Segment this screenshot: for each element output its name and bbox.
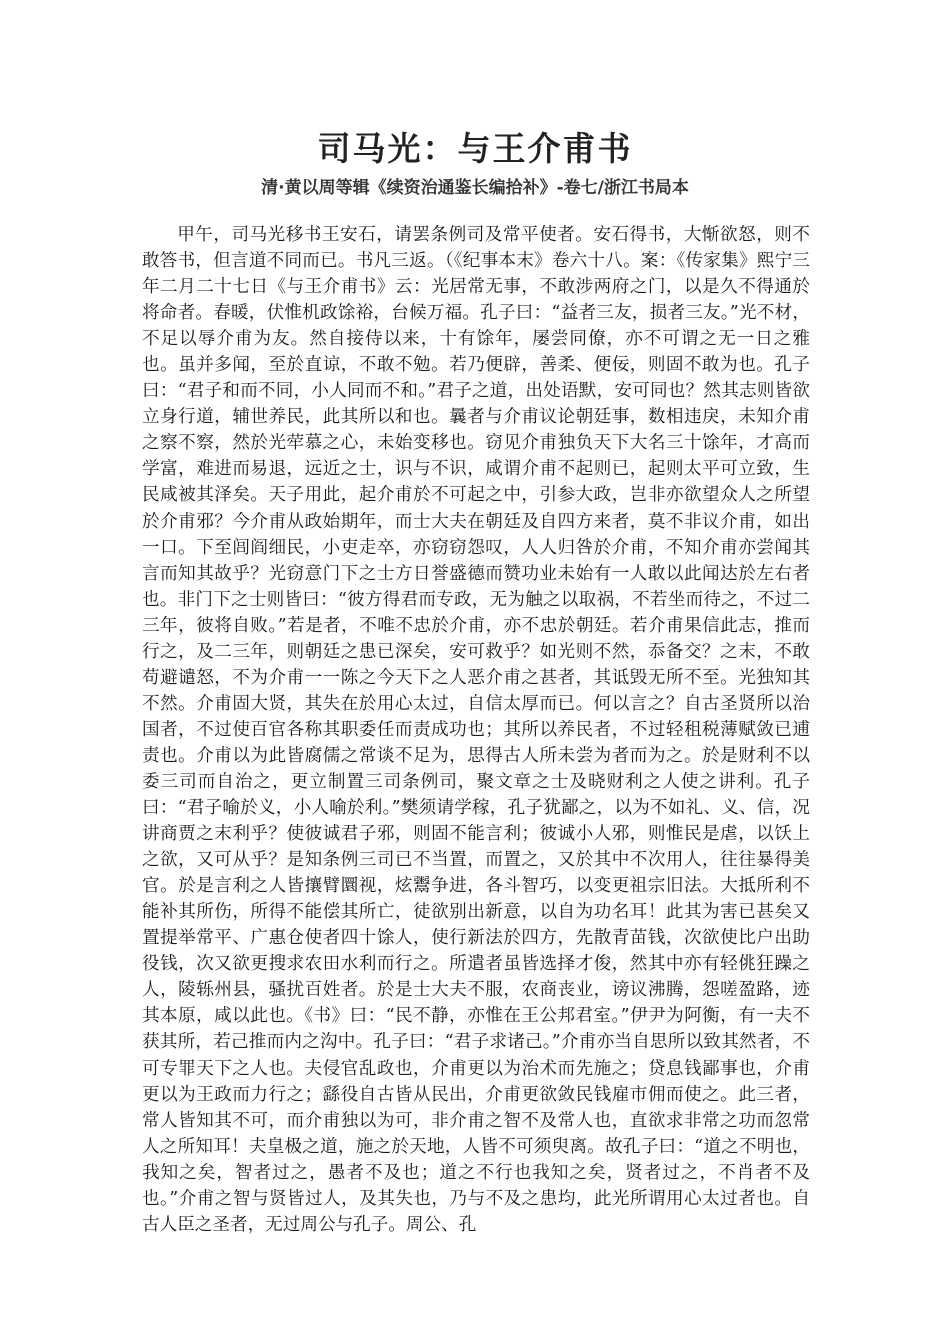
- document-body: 甲午，司马光移书王安石，请罢条例司及常平使者。安石得书，大惭欲怒，则不敢答书，但言道不同而已。书凡三返。（《纪事本末》卷六十八。案：《传家集》熙宁三年二月二十七日《与王介甫书》云：光居常无事，不敢涉两府之门，以是久不得通於将命者。春暖，伏惟机政馀裕，台候万福。孔子曰：“益者三友，损者三友。”光不材，不足以辱介甫为友。然自接侍以来，十有馀年，屡尝同僚，亦不可谓之无一日之雅也。虽并多闻，至於直谅，不敢不勉。若乃便辟，善柔、便佞，则固不敢为也。孔子曰：“君子和而不同，小人同而不和。”君子之道，出处语默，安可同也？然其志则皆欲立身行道，辅世养民，此其所以和也。曩者与介甫议论朝廷事，数相违戾，未知介甫之察不察，然於光荦慕之心，未始变移也。窃见介甫独负天下大名三十馀年，才高而学富，难进而易退，远近之士，识与不识，咸谓介甫不起则已，起则太平可立致，生民咸被其泽矣。天子用此，起介甫於不可起之中，引参大政，岂非亦欲望众人之所望於介甫邪？今介甫从政始期年，而士大夫在朝廷及自四方来者，莫不非议介甫，如出一口。下至闾阎细民，小吏走卒，亦窃窃怨叹，人人归咎於介甫，不知介甫亦尝闻其言而知其故乎？光窃意门下之士方日誉盛德而赞功业未始有一人敢以此闻达於左右者也。非门下之士则皆曰：“彼方得君而专政，无为触之以取祸，不若坐而待之，不过二三年，彼将自败。”若是者，不唯不忠於介甫，亦不忠於朝廷。若介甫果信此志，推而行之，及二三年，则朝廷之患已深矣，安可救乎？如光则不然，忝备交？之末，不敢苟避谴怒，不为介甫一一陈之今天下之人恶介甫之甚者，其诋毁无所不至。光独知其不然。介甫固大贤，其失在於用心太过，自信太厚而已。何以言之？自古圣贤所以治国者，不过使百官各称其职委任而责成功也；其所以养民者，不过轻租税薄赋敛已逋责也。介甫以为此皆腐儒之常谈不足为，思得古人所未尝为者而为之。於是财利不以委三司而自治之，更立制置三司条例司，聚文章之士及晓财利之人使之讲利。孔子曰：“君子喻於义，小人喻於利。”樊须请学稼，孔子犹鄙之，以为不如礼、义、信，况讲商贾之末利乎？使彼诚君子邪，则固不能言利；彼诚小人邪，则惟民是虐，以饫上之欲，又可从乎？是知条例三司已不当置，而置之，又於其中不次用人，往往暴得美官。於是言利之人皆攘臂圜视，炫鬻争进，各斗智巧，以变更祖宗旧法。大抵所利不能补其所伤，所得不能偿其所亡，徒欲别出新意，以自为功名耳！此其为害已甚矣又置提举常平、广惠仓使者四十馀人，使行新法於四方，先散青苗钱，次欲使比户出助役钱，次又欲更搜求农田水利而行之。所遣者虽皆选择才俊，然其中亦有轻佻狂躁之人，陵轹州县，骚扰百姓者。於是士大夫不服，农商丧业，谤议沸腾，怨嗟盈路，迹其本原，咸以此也。《书》曰：“民不静，亦惟在王公邦君室。”伊尹为阿衡，有一夫不获其所，若己推而内之沟中。孔子曰：“君子求诸己。”介甫亦当自思所以致其然者，不可专罪天下之人也。夫侵官乱政也，介甫更以为治术而先施之；贷息钱鄙事也，介甫更以为王政而力行之；繇役自古皆从民出，介甫更欲敛民钱雇市佣而使之。此三者，常人皆知其不可，而介甫独以为可，非介甫之智不及常人也，直欲求非常之功而忽常人之所知耳！夫皇极之道，施之於天地，人皆不可须臾离。故孔子曰：“道之不明也，我知之矣，智者过之，愚者不及也；道之不行也我知之矣，贤者过之，不肖者不及也。”介甫之智与贤皆过人，及其失也，乃与不及之患均，此光所谓用心太过者也。自古人臣之圣者，无过周公与孔子。周公、孔: [142, 225, 810, 1235]
- document-title: 司马光：与王介甫书: [317, 129, 633, 168]
- document-subtitle: 清·黄以周等辑《续资治通鉴长编拾补》-卷七/浙江书局本: [261, 178, 689, 198]
